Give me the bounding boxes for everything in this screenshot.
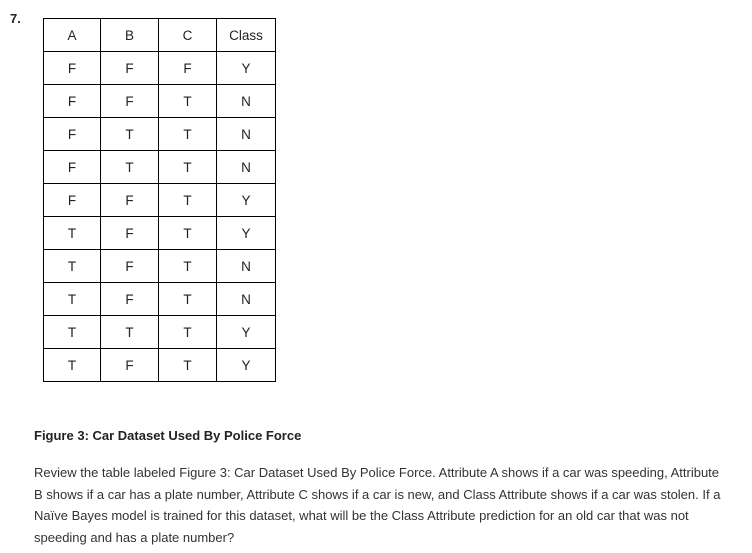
- table-row: [44, 151, 276, 184]
- table-cell: T: [159, 151, 217, 184]
- table-row: [44, 52, 276, 85]
- header-c: C: [159, 19, 217, 52]
- table-cell: Y: [217, 184, 276, 217]
- table-cell: T: [44, 283, 101, 316]
- table-cell: F: [44, 85, 101, 118]
- table-row: [44, 217, 276, 250]
- table-cell: N: [217, 283, 276, 316]
- table-body: [44, 52, 276, 382]
- table-cell: T: [159, 184, 217, 217]
- table-row: [44, 283, 276, 316]
- table-cell: F: [101, 52, 159, 85]
- table-cell: T: [159, 316, 217, 349]
- table-cell: N: [217, 118, 276, 151]
- table-cell: T: [44, 316, 101, 349]
- table-cell: Y: [217, 316, 276, 349]
- table-row: [44, 250, 276, 283]
- table-cell: F: [101, 184, 159, 217]
- header-a: A: [44, 19, 101, 52]
- table-header-row: [44, 19, 276, 52]
- table-cell: N: [217, 250, 276, 283]
- table-cell: N: [217, 85, 276, 118]
- table-cell: F: [44, 184, 101, 217]
- table-row: [44, 85, 276, 118]
- question-number: 7.: [10, 11, 21, 26]
- table-cell: N: [217, 151, 276, 184]
- figure-caption: Figure 3: Car Dataset Used By Police Force: [34, 428, 302, 443]
- table-cell: T: [101, 118, 159, 151]
- table-cell: T: [159, 250, 217, 283]
- header-b: B: [101, 19, 159, 52]
- table-cell: T: [159, 85, 217, 118]
- table-cell: T: [159, 349, 217, 382]
- table-cell: F: [44, 52, 101, 85]
- header-class: Class: [217, 19, 276, 52]
- table-cell: Y: [217, 349, 276, 382]
- table-cell: T: [44, 349, 101, 382]
- table-cell: T: [44, 250, 101, 283]
- table-row: [44, 316, 276, 349]
- table-cell: T: [159, 217, 217, 250]
- table-cell: T: [101, 316, 159, 349]
- table-cell: F: [101, 217, 159, 250]
- question-text: Review the table labeled Figure 3: Car Dataset Used By Police Force. Attribute A shows if a car was speeding, Attribute B shows if a car has a plate number, Attribute C shows if a car is new, and Class Attribute shows if a car was stolen. If a Naïve Bayes model is trained for this dataset, what will be the Class Attribute prediction for an old car that was not speeding and has a plate number?: [34, 465, 721, 545]
- table-row: [44, 118, 276, 151]
- table-cell: F: [44, 118, 101, 151]
- table-cell: T: [159, 283, 217, 316]
- table-cell: T: [44, 217, 101, 250]
- table-cell: F: [44, 151, 101, 184]
- table-row: [44, 184, 276, 217]
- table-cell: F: [101, 250, 159, 283]
- table-cell: T: [159, 118, 217, 151]
- table-cell: F: [159, 52, 217, 85]
- table-cell: Y: [217, 52, 276, 85]
- table-cell: F: [101, 283, 159, 316]
- table-cell: F: [101, 85, 159, 118]
- table-cell: T: [101, 151, 159, 184]
- table-cell: Y: [217, 217, 276, 250]
- table-cell: F: [101, 349, 159, 382]
- table-row: [44, 349, 276, 382]
- car-dataset-table: [43, 18, 276, 382]
